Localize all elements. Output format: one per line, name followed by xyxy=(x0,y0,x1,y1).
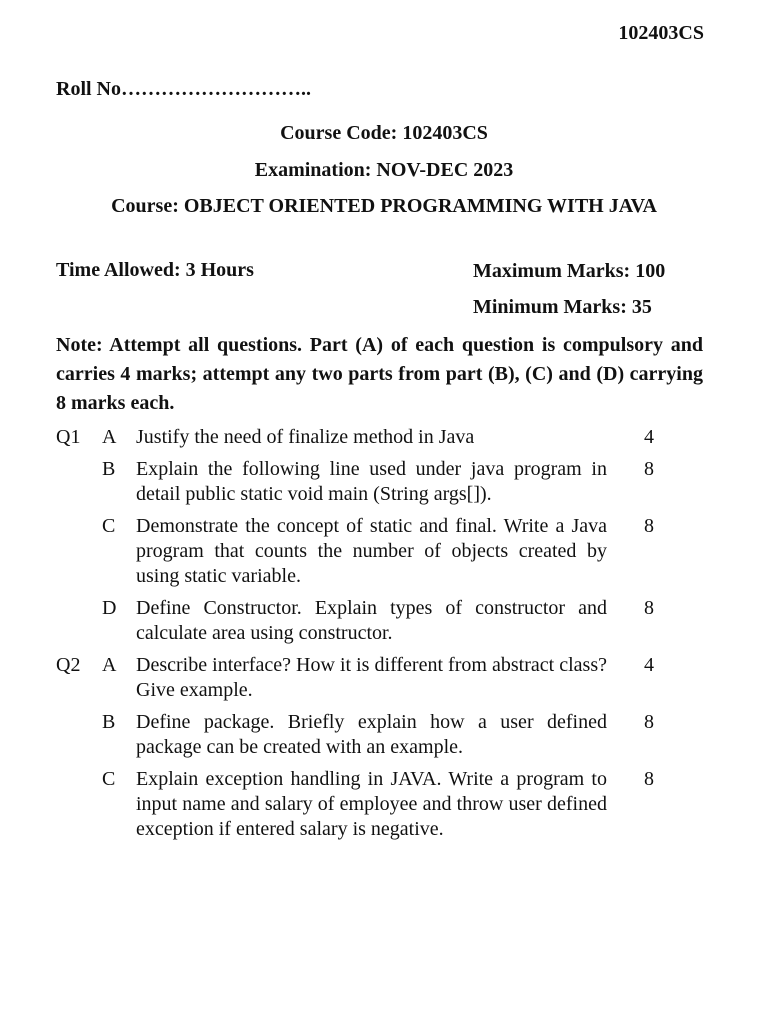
question-row xyxy=(56,596,716,646)
question-marks: 8 xyxy=(644,768,654,790)
question-text: Describe interface? How it is different from abstract class? Give example. xyxy=(136,654,607,701)
question-part-label: C xyxy=(102,515,116,537)
question-marks: 8 xyxy=(644,458,654,480)
time-allowed: Time Allowed: 3 Hours xyxy=(56,259,254,281)
question-number: Q2 xyxy=(56,654,81,676)
question-marks: 8 xyxy=(644,711,654,733)
minimum-marks: Minimum Marks: 35 xyxy=(473,296,652,318)
examination-session: Examination: NOV-DEC 2023 xyxy=(254,159,514,181)
question-text: Define Constructor. Explain types of constructor and calculate area using constructor. xyxy=(136,597,607,644)
paper-code: 102403CS xyxy=(618,22,704,44)
question-marks: 8 xyxy=(644,515,654,537)
maximum-marks: Maximum Marks: 100 xyxy=(473,260,666,282)
question-text: Justify the need of finalize method in Java xyxy=(136,426,475,448)
question-text: Demonstrate the concept of static and final. Write a Java program that counts the number of objects created by using static variable. xyxy=(136,515,607,587)
question-row xyxy=(56,767,716,842)
question-marks: 8 xyxy=(644,597,654,619)
question-text: Explain the following line used under java program in detail public static void main (String args[]). xyxy=(136,458,607,505)
question-part-label: D xyxy=(102,597,117,619)
questions-section xyxy=(56,425,716,849)
question-marks: 4 xyxy=(644,426,654,448)
question-part-label: B xyxy=(102,711,116,733)
question-row xyxy=(56,457,716,507)
question-text: Define package. Briefly explain how a user defined package can be created with an example. xyxy=(136,711,607,758)
roll-number-field: Roll No……………………….. xyxy=(56,78,311,100)
question-part-label: C xyxy=(102,768,116,790)
marks-block xyxy=(473,259,665,331)
question-row xyxy=(56,710,716,760)
question-part-label: A xyxy=(102,426,117,448)
question-part-label: A xyxy=(102,654,117,676)
question-text: Explain exception handling in JAVA. Write a program to input name and salary of employee and throw user defined exception if entered salary is negative. xyxy=(136,768,607,840)
question-marks: 4 xyxy=(644,654,654,676)
course-title: Course: OBJECT ORIENTED PROGRAMMING WITH JAVA xyxy=(111,195,657,217)
question-row xyxy=(56,653,716,703)
question-part-label: B xyxy=(102,458,116,480)
question-row xyxy=(56,425,716,450)
instructions-note: Note: Attempt all questions. Part (A) of each question is compulsory and carries 4 marks; attempt any two parts from part (B), (C) and (D) carrying 8 marks each. xyxy=(56,334,703,414)
question-row xyxy=(56,514,716,589)
course-code: Course Code: 102403CS xyxy=(280,122,488,144)
question-number: Q1 xyxy=(56,426,81,448)
